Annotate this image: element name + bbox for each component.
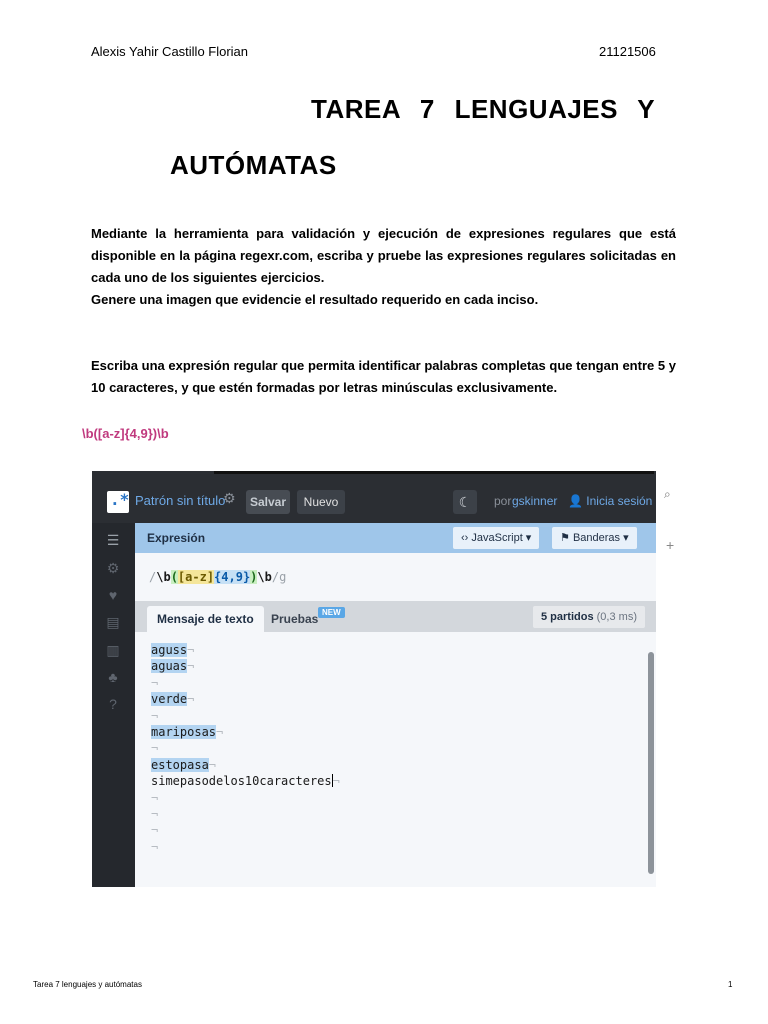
line-end-marker: ¬ — [151, 823, 159, 838]
tab-text[interactable]: Mensaje de texto — [147, 606, 264, 632]
line-end-marker: ¬ — [151, 790, 159, 805]
moon-icon[interactable]: ☾ — [453, 490, 477, 514]
text-line[interactable] — [151, 708, 340, 724]
save-button[interactable]: Salvar — [246, 490, 290, 514]
regex-delimiter: / — [149, 570, 157, 584]
test-text-lines[interactable] — [151, 642, 340, 855]
clipboard-icon[interactable]: ▤ — [106, 614, 120, 630]
regexr-screenshot — [92, 471, 676, 887]
intro-text: Mediante la herramienta para validación y ejecución de expresiones regulares que está disponible en la página regexr.com, escriba y pruebe las expresiones regulares solicitadas en cada uno de los siguientes ejercicios. — [91, 226, 676, 285]
regexr-logo-icon[interactable]: .* — [107, 491, 129, 513]
flag-icon: ⚑ — [560, 532, 570, 544]
document-title-line2: AUTÓMATAS — [170, 150, 337, 180]
book-icon[interactable]: ▥ — [106, 642, 120, 658]
regex-char-set: [a-z] — [177, 570, 215, 584]
page-number: 1 — [728, 980, 733, 989]
match-highlight: aguas — [151, 659, 188, 674]
exercise-prompt: Escriba una expresión regular que permita identificar palabras completas que tengan entre 5 y 10 caracteres, y que estén formadas por letras minúsculas exclusivamente. — [91, 358, 676, 395]
text-line[interactable] — [151, 839, 340, 855]
text-line[interactable] — [151, 790, 340, 806]
match-highlight: mariposas — [151, 724, 217, 739]
text-line[interactable] — [151, 806, 340, 822]
text-line[interactable] — [151, 773, 340, 789]
sidebar — [92, 523, 135, 887]
footer-title: Tarea 7 lenguajes y autómatas — [33, 980, 142, 989]
line-end-marker: ¬ — [187, 659, 195, 674]
line-end-marker: ¬ — [208, 757, 217, 772]
line-end-marker: ¬ — [151, 708, 159, 723]
regex-word-boundary: \b — [156, 570, 171, 584]
plus-icon: + — [666, 537, 675, 553]
line-end-marker: ¬ — [187, 692, 195, 707]
flags-select[interactable] — [552, 527, 637, 549]
text-line[interactable] — [151, 658, 340, 674]
test-text-editor[interactable] — [135, 632, 656, 887]
gear-icon[interactable]: ⚙ — [223, 490, 236, 506]
regex-quantifier: {4,9} — [214, 570, 251, 584]
match-count-badge[interactable] — [533, 606, 645, 628]
text-line[interactable] — [151, 822, 340, 838]
line-end-marker: ¬ — [151, 741, 159, 756]
regexr-topbar — [92, 474, 656, 523]
expression-code[interactable] — [149, 570, 286, 584]
text-line[interactable] — [151, 642, 340, 658]
settings-icon[interactable]: ⚙ — [106, 560, 120, 576]
text-line[interactable] — [151, 675, 340, 691]
intro-instruction: Genere una imagen que evidencie el resultado requerido en cada inciso. — [91, 292, 539, 307]
help-icon[interactable]: ? — [109, 696, 117, 712]
expression-header — [135, 523, 656, 553]
browser-right-edge — [656, 471, 676, 887]
regex-group-close: ) — [250, 570, 258, 584]
text-line[interactable] — [151, 740, 340, 756]
document-title-line1: TAREA 7 LENGUAJES Y — [311, 94, 656, 124]
text-line[interactable] — [151, 757, 340, 773]
menu-list-icon[interactable]: ☰ — [106, 532, 120, 548]
new-badge: NEW — [318, 607, 345, 618]
login-label: Inicia sesión — [586, 494, 653, 508]
author-name: Alexis Yahir Castillo Florian — [91, 44, 249, 59]
regex-delimiter: / — [271, 570, 280, 584]
language-label: JavaScript ▾ — [471, 532, 532, 544]
expression-editor[interactable] — [135, 553, 656, 601]
line-end-marker: ¬ — [187, 643, 195, 657]
intro-paragraph — [91, 223, 676, 311]
line-end-marker: ¬ — [332, 774, 340, 789]
flags-label: Banderas ▾ — [572, 532, 629, 544]
match-highlight: estopasa — [151, 757, 209, 772]
login-link[interactable] — [568, 494, 652, 508]
new-button[interactable]: Nuevo — [297, 490, 345, 514]
text-line[interactable] — [151, 724, 340, 740]
line-end-marker: ¬ — [216, 724, 224, 739]
regex-flags: g — [279, 570, 287, 584]
expression-label: Expresión — [147, 531, 206, 545]
author-link[interactable]: gskinner — [512, 494, 558, 508]
match-highlight: aguss — [151, 643, 188, 657]
scrollbar[interactable] — [648, 652, 654, 874]
community-icon[interactable]: ♣ — [108, 669, 118, 685]
user-icon: 👤 — [568, 494, 583, 508]
regex-group-open: ( — [170, 570, 178, 584]
pattern-title[interactable]: Patrón sin título — [135, 493, 226, 508]
match-time: (0,3 ms) — [596, 611, 637, 623]
text-line[interactable] — [151, 691, 340, 707]
regex-answer: \b([a-z]{4,9})\b — [82, 426, 169, 441]
match-count: 5 partidos — [541, 611, 594, 623]
text-tabs-bar — [135, 601, 656, 632]
line-text: simepasodelos10caracteres — [151, 774, 332, 789]
match-highlight: verde — [151, 692, 188, 707]
search-icon: ⌕ — [664, 487, 671, 501]
regex-word-boundary: \b — [257, 570, 272, 584]
heart-icon[interactable]: ♥ — [108, 587, 118, 603]
language-select[interactable] — [453, 527, 539, 549]
line-end-marker: ¬ — [151, 806, 159, 821]
code-icon: ‹› — [461, 532, 469, 544]
tab-tests[interactable]: Pruebas — [271, 612, 319, 626]
student-id: 21121506 — [599, 44, 656, 59]
line-end-marker: ¬ — [151, 839, 159, 854]
line-end-marker: ¬ — [151, 675, 159, 690]
by-label: por — [494, 494, 512, 508]
